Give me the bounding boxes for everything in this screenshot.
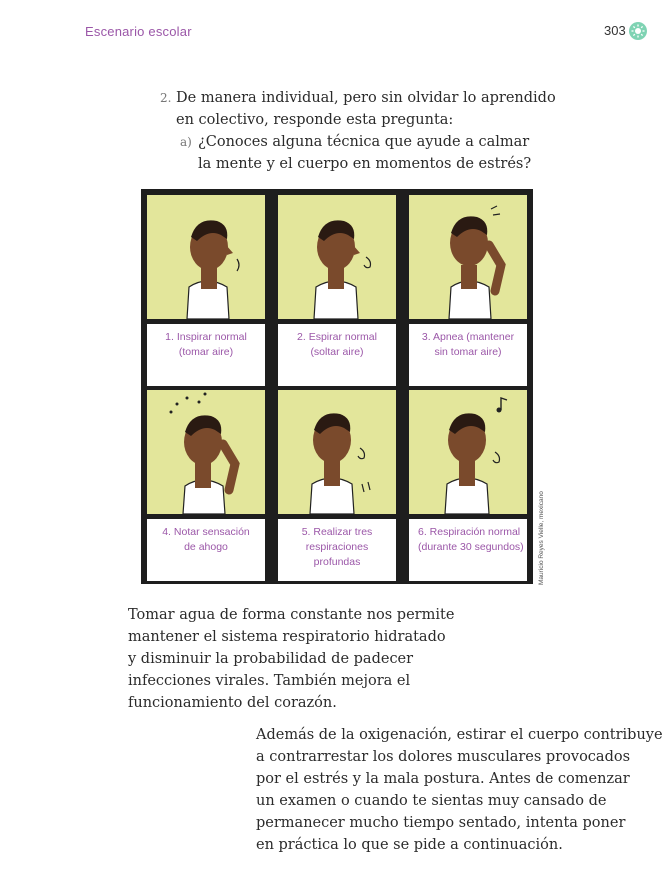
caption-line: 3. Apnea (mantener — [421, 331, 515, 343]
panel-6 — [409, 390, 527, 576]
illustration-credit — [538, 491, 548, 685]
sub-question-line: ¿Conoces alguna técnica que ayude a calmar — [198, 134, 530, 150]
caption-line: 6. Respiración normal — [418, 526, 521, 538]
question-line: De manera individual, pero sin olvidar lo aprendido — [176, 90, 556, 106]
page-number: 303 — [604, 23, 626, 38]
breathing-steps-illustration — [141, 189, 533, 584]
panel-caption — [278, 324, 396, 386]
person-deep-breath-illustration — [278, 390, 396, 514]
caption-line: (soltar aire) — [310, 346, 364, 358]
caption-line: 1. Inspirar normal — [165, 331, 247, 343]
sun-icon — [629, 22, 647, 40]
person-choking-illustration — [147, 390, 265, 514]
caption-line: 5. Realizar tres — [301, 526, 373, 538]
caption-line: sin tomar aire) — [434, 346, 502, 358]
person-normal-breathing-illustration — [409, 390, 527, 514]
paragraph-line: funcionamiento del corazón. — [128, 695, 337, 711]
caption-line: (durante 30 segundos) — [418, 541, 524, 553]
sub-question-letter: a) — [180, 135, 192, 149]
paragraph-hydration — [128, 604, 455, 714]
section-title: Escenario escolar — [85, 24, 192, 39]
sub-question-line: la mente y el cuerpo en momentos de estrés? — [198, 156, 532, 172]
panel-caption — [409, 519, 527, 581]
question-number: 2. — [160, 91, 172, 105]
question-line: en colectivo, responde esta pregunta: — [176, 112, 454, 128]
panel-caption — [147, 324, 265, 386]
paragraph-stretching — [256, 724, 663, 856]
credit-text: Mauricio Reyes Vielle, mexicano — [538, 491, 545, 585]
caption-line: 2. Espirar normal — [297, 331, 377, 343]
person-inhaling-illustration — [147, 195, 265, 319]
paragraph-line: en práctica lo que se pide a continuación. — [256, 837, 563, 853]
paragraph-line: a contrarrestar los dolores musculares provocados — [256, 749, 631, 765]
caption-line: 4. Notar sensación — [162, 526, 250, 538]
caption-line: de ahogo — [184, 541, 228, 553]
panel-caption — [409, 324, 527, 386]
caption-line: respiraciones — [305, 541, 369, 553]
paragraph-line: infecciones virales. También mejora el — [128, 673, 411, 689]
person-exhaling-illustration — [278, 195, 396, 319]
panel-caption — [278, 519, 396, 581]
paragraph-line: y disminuir la probabilidad de padecer — [128, 651, 414, 667]
caption-line: (tomar aire) — [178, 346, 234, 358]
panel-4 — [147, 390, 265, 576]
paragraph-line: permanecer mucho tiempo sentado, intenta poner — [256, 815, 626, 831]
person-holding-breath-illustration — [409, 195, 527, 319]
paragraph-line: mantener el sistema respiratorio hidratado — [128, 629, 446, 645]
paragraph-line: por el estrés y la mala postura. Antes de comenzar — [256, 771, 630, 787]
panel-5 — [278, 390, 396, 576]
panel-1 — [147, 195, 265, 381]
paragraph-line: un examen o cuando te sientas muy cansado de — [256, 793, 607, 809]
paragraph-line: Tomar agua de forma constante nos permite — [128, 607, 455, 623]
panel-2 — [278, 195, 396, 381]
panel-caption — [147, 519, 265, 581]
panel-3 — [409, 195, 527, 381]
paragraph-line: Además de la oxigenación, estirar el cuerpo contribuye — [256, 727, 663, 743]
caption-line: profundas — [313, 556, 361, 568]
